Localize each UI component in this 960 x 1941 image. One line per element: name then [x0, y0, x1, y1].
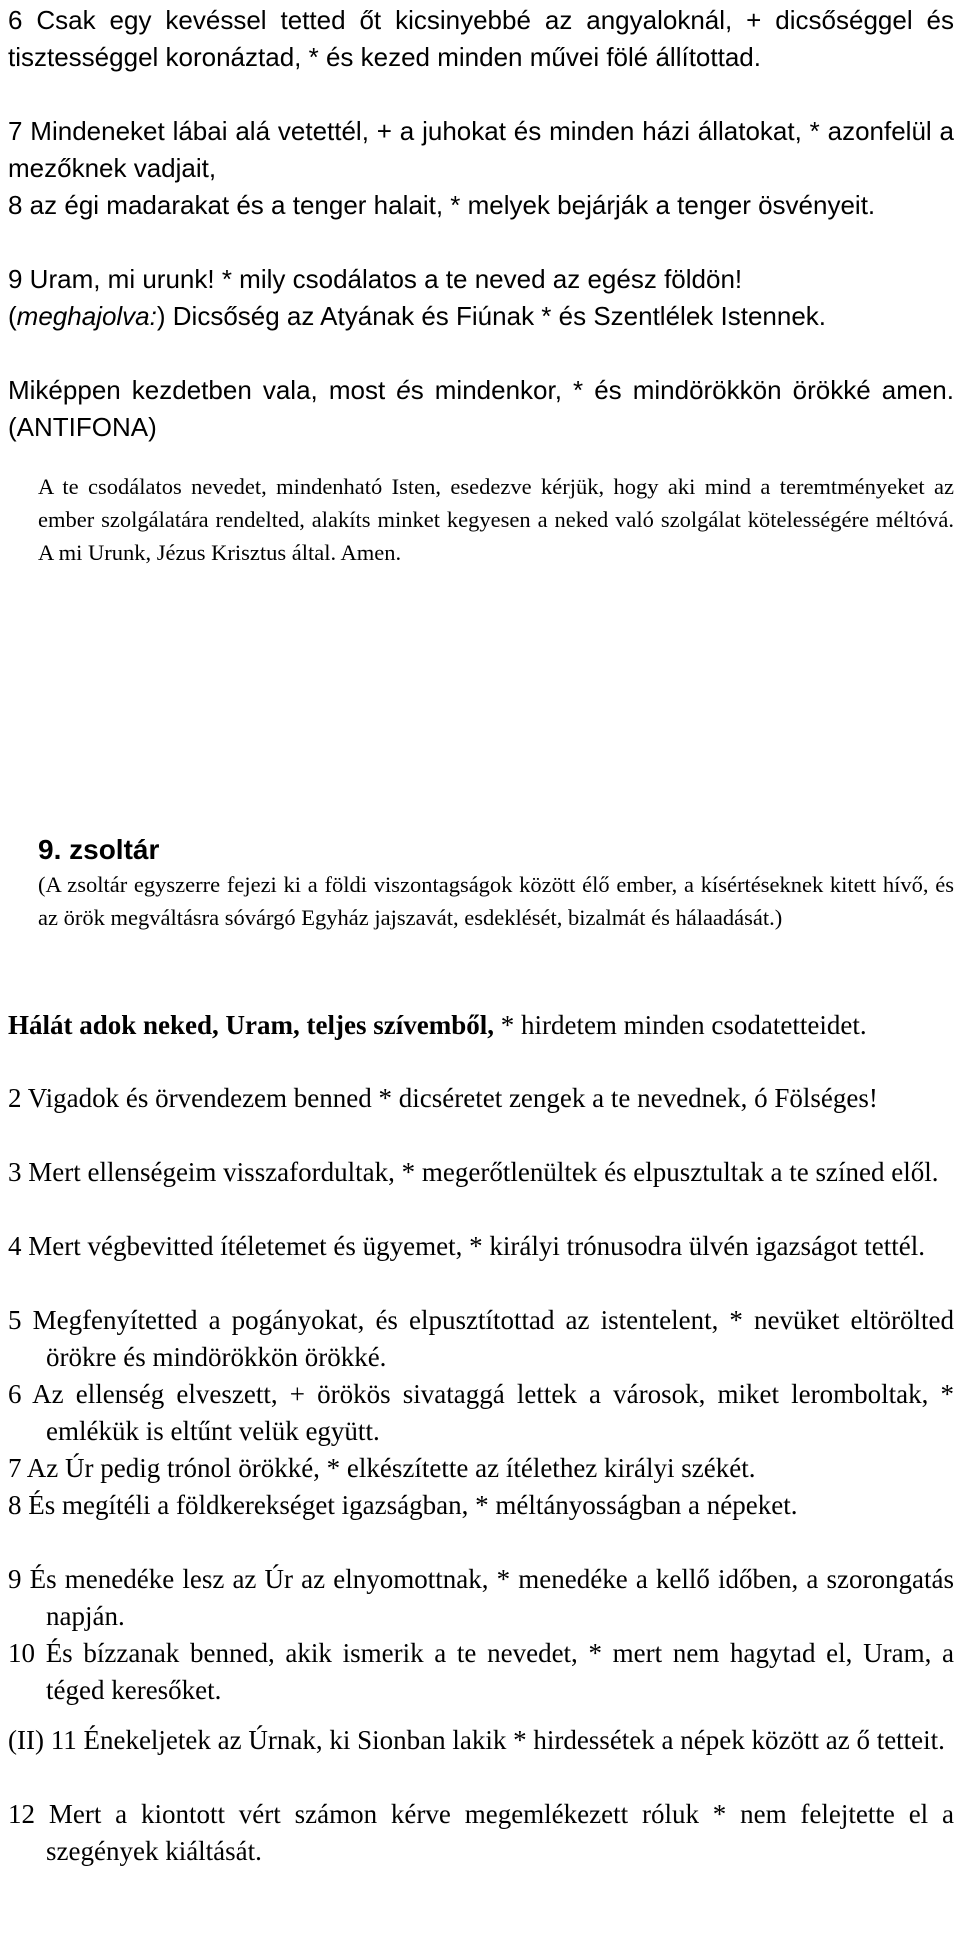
verse-8: 8 az égi madarakat és a tenger halait, * melyek bejárják a tenger ösvényeit.	[8, 190, 876, 220]
collect-prayer: A te csodálatos nevedet, mindenható Isten, esedezve kérjük, hogy aki mind a teremtményeket az ember szolgálatára rendelted, alakíts minket kegyesen a neked való szolgálat kötelességére méltóvá. A mi Urunk, Jézus Krisztus által. Amen.	[38, 474, 954, 565]
psalm-verse-6: 6 Az ellenség elveszett, + örökös sivataggá lettek a városok, miket leromboltak, * emlékük is eltűnt velük együtt.	[8, 1379, 954, 1446]
psalm-intro: (A zsoltár egyszerre fejezi ki a földi viszontagságok között élő ember, a kísértéseknek kitett hívő, és az örök megváltásra sóvárgó Egyház jajszavát, esdeklését, bizalmát és hálaadását.)	[38, 872, 954, 930]
doxology-line-2-pre: Miképpen kezdetben vala, most	[8, 375, 397, 405]
doxology-line-1-text: Dicsőség az Atyának és Fiúnak * és Szentlélek Istennek.	[165, 301, 827, 331]
psalm-verse-7: 7 Az Úr pedig trónol örökké, * elkészítette az ítélethez királyi székét.	[8, 1453, 756, 1483]
psalm-verse-1-rest: * hirdetem minden csodatetteidet.	[493, 1010, 867, 1040]
psalm-verse-8: 8 És megítéli a földkerekséget igazságban, * méltányosságban a népeket.	[8, 1490, 798, 1520]
verse-6: 6 Csak egy kevéssel tetted őt kicsinyebbé az angyaloknál, + dicsőséggel és tisztességgel koronáztad, * és kezed minden művei fölé állítottad.	[8, 5, 954, 72]
doxology-line-2	[8, 372, 954, 446]
psalm-verse-5: 5 Megfenyítetted a pogányokat, és elpusztítottad az istentelent, * nevüket eltörölted örökre és mindörökkön örökké.	[8, 1305, 954, 1372]
psalm-verse-2: 2 Vigadok és örvendezem benned * dicséretet zengek a te nevednek, ó Fölséges!	[8, 1083, 878, 1113]
psalm-verse-10: 10 És bízzanak benned, akik ismerik a te nevedet, * mert nem hagytad el, Uram, a téged keresőket.	[8, 1638, 954, 1705]
psalm-verse-4: 4 Mert végbevitted ítéletemet és ügyemet, * királyi trónusodra ülvén igazságot tettél.	[8, 1231, 925, 1261]
paren-open: (	[8, 301, 17, 331]
verse-9: 9 Uram, mi urunk! * mily csodálatos a te neved az egész földön!	[8, 264, 743, 294]
psalm-verse-11: (II) 11 Énekeljetek az Úrnak, ki Sionban lakik * hirdessétek a népek között az ő tetteit.	[8, 1725, 945, 1755]
paren-close: )	[156, 301, 166, 331]
verse-7: 7 Mindeneket lábai alá vetettél, + a juhokat és minden házi állatokat, * azonfelül a mezőknek vadjait,	[8, 116, 954, 183]
doxology-line-2-post: s mindenkor, * és mindörökkön örökké amen. (ANTIFONA)	[8, 375, 954, 442]
psalm-verse-3: 3 Mert ellenségeim visszafordultak, * megerőtlenültek és elpusztultak a te színed elől.	[8, 1157, 939, 1187]
psalm-verse-1-incipit: Hálát adok neked, Uram, teljes szívemből,	[8, 1010, 494, 1040]
psalm-title: 9. zsoltár	[38, 834, 160, 865]
psalm-verse-1	[8, 1007, 954, 1044]
psalm-verse-12: 12 Mert a kiontott vért számon kérve megemlékezett róluk * nem felejtette el a szegények kiáltását.	[8, 1799, 954, 1866]
psalm-verse-9: 9 És menedéke lesz az Úr az elnyomottnak, * menedéke a kellő időben, a szorongatás napján.	[8, 1564, 954, 1631]
doxology-line-2-es: é	[396, 375, 411, 405]
doxology-line-1	[8, 298, 954, 335]
rubric-meghajolva: meghajolva:	[16, 301, 157, 331]
